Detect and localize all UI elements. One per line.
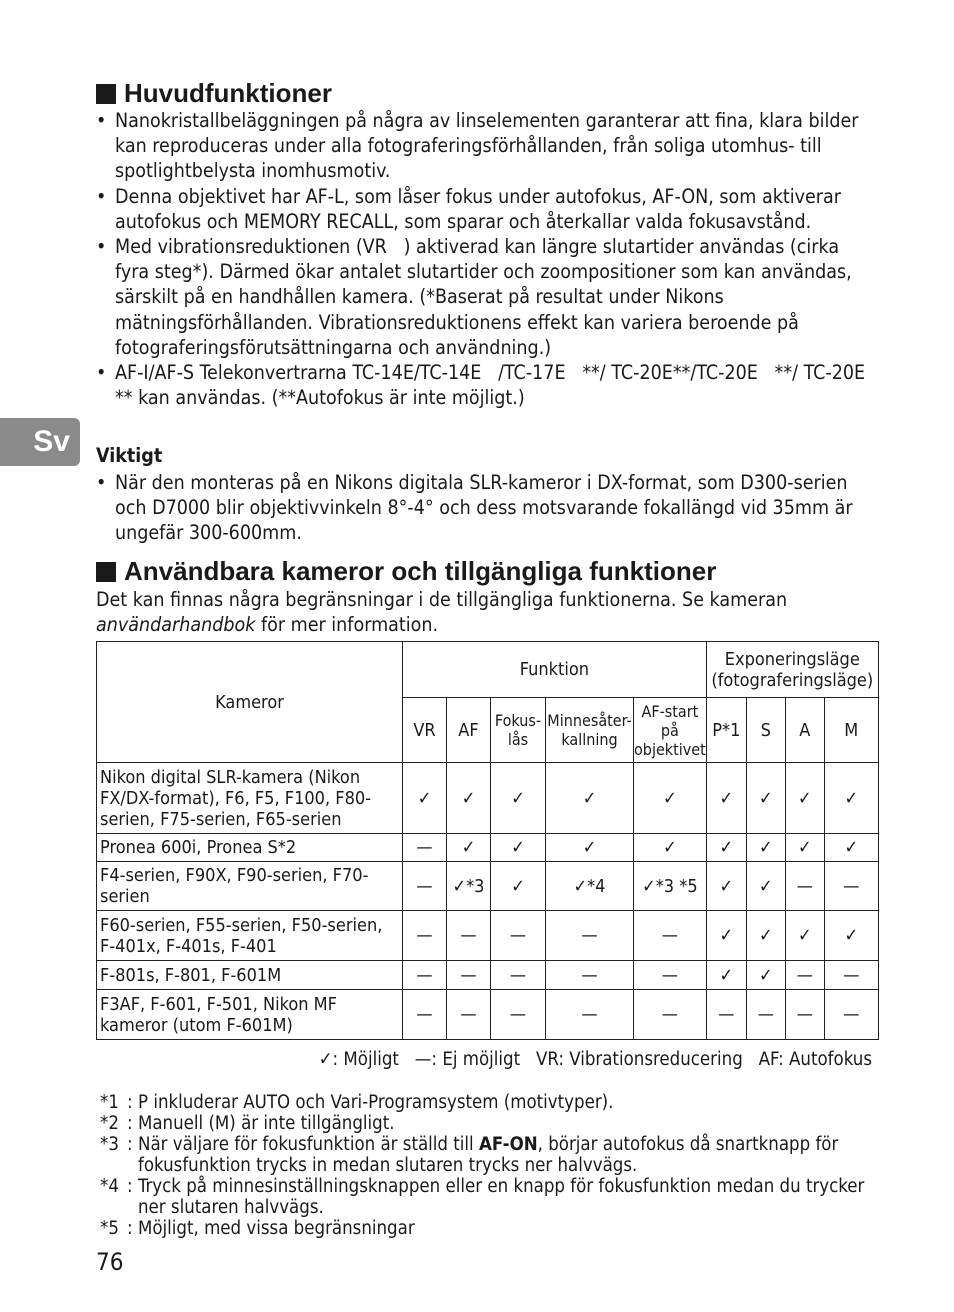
support-cell: ✓: [546, 834, 634, 862]
camera-cell: F-801s, F-801, F-601M: [97, 961, 403, 990]
support-cell: ✓: [491, 763, 546, 834]
support-cell: ✓: [447, 763, 491, 834]
table-row: [97, 763, 879, 834]
footnotes: [100, 1092, 870, 1239]
column-header: Fokus- lås: [491, 698, 546, 763]
support-cell: ✓: [634, 834, 707, 862]
list-item: • Nanokristallbeläggningen på några av linselementen garanterar att fina, klara bilder kan reproduceras under alla fotograferingsförhållanden, från soliga utomhus- till spotlightbelysta inomhusmotiv.: [96, 109, 859, 183]
support-cell: ✓: [706, 911, 746, 961]
column-header: S: [746, 698, 785, 763]
support-cell: ✓: [785, 763, 824, 834]
camera-cell: F4-serien, F90X, F90-serien, F70-serien: [97, 862, 403, 911]
list-item: • Med vibrationsreduktionen (VR ) aktiverad kan längre slutartider användas (cirka fyra steg*). Därmed ökar antalet slutartider och zoompositioner som kan användas, särskilt på en handhållen kamera. (*Baserat på resultat under Nikons mätningsförhållanden. Vibrationsreduktionens effekt kan variera beroende på fotograferingsförutsättningarna och användning.): [96, 235, 858, 359]
footnote-mark: *4: [100, 1176, 119, 1197]
support-cell: —: [403, 961, 447, 990]
footnote-text: Manuell (M) är inte tillgängligt.: [138, 1113, 395, 1134]
footnote-mark: *5: [100, 1218, 119, 1239]
footnote: *5 : Möjligt, med vissa begränsningar: [100, 1218, 415, 1239]
square-bullet-icon: [96, 84, 116, 104]
support-cell: ✓: [491, 862, 546, 911]
column-header: AF: [447, 698, 491, 763]
footnote: *1 : P inkluderar AUTO och Vari-Programsystem (motivtyper).: [100, 1092, 614, 1113]
support-cell: —: [403, 834, 447, 862]
support-cell: —: [403, 990, 447, 1040]
footnote-mark: *2: [100, 1113, 119, 1134]
support-cell: —: [447, 911, 491, 961]
column-header: AF-start på objektivet: [634, 698, 707, 763]
section-intro: [96, 587, 876, 637]
section-heading-cameras: [96, 556, 716, 587]
column-header: VR: [403, 698, 447, 763]
support-cell: ✓: [824, 911, 878, 961]
support-cell: —: [447, 961, 491, 990]
support-cell: ✓: [491, 834, 546, 862]
features-list: [96, 108, 882, 410]
footnote: *2 : Manuell (M) är inte tillgängligt.: [100, 1113, 395, 1134]
column-header: M: [824, 698, 878, 763]
support-cell: ✓: [746, 834, 785, 862]
support-cell: ✓: [706, 763, 746, 834]
support-cell: ✓: [824, 834, 878, 862]
support-cell: —: [785, 862, 824, 911]
support-cell: ✓: [785, 911, 824, 961]
column-header: Minnesåter- kallning: [546, 698, 634, 763]
support-cell: ✓: [403, 763, 447, 834]
list-item: • Denna objektivet har AF-L, som låser fokus under autofokus, AF-ON, som aktiverar autofokus och MEMORY RECALL, som sparar och återkallar valda fokusavstånd.: [96, 184, 841, 233]
support-cell: ✓: [706, 834, 746, 862]
support-cell: ✓: [546, 763, 634, 834]
support-cell: —: [824, 862, 878, 911]
support-cell: ✓*3: [447, 862, 491, 911]
important-heading: Viktigt: [96, 444, 163, 467]
column-header: P*1: [706, 698, 746, 763]
heading-text: Användbara kameror och tillgängliga funktioner: [124, 556, 717, 586]
item-text: När den monteras på en Nikons digitala SLR-kameror i DX-format, som D300-serien och D7000 blir objektivvinkeln 8°-4° och dess motsvarande fokallängd vid 35mm är ungefär 300-600mm.: [115, 471, 853, 545]
footnote-mark: *1: [100, 1092, 119, 1113]
table-row: [97, 990, 879, 1040]
support-cell: ✓: [447, 834, 491, 862]
list-item: • När den monteras på en Nikons digitala SLR-kameror i DX-format, som D300-serien och D7000 blir objektivvinkeln 8°-4° och dess motsvarande fokallängd vid 35mm är ungefär 300-600mm.: [96, 471, 853, 545]
heading-text: Huvudfunktioner: [124, 78, 332, 108]
function-header: Funktion: [403, 642, 707, 698]
footnote-text: [138, 1134, 870, 1176]
intro-text: Det kan finnas några begränsningar i de tillgängliga funktionerna. Se kameran: [96, 588, 788, 611]
footnote: *4 : Tryck på minnesinställningsknappen eller en knapp för fokusfunktion medan du trycker ner slutaren halvvägs.: [100, 1176, 870, 1218]
footnote-mark: *3: [100, 1134, 119, 1155]
item-text: Nanokristallbeläggningen på några av linselementen garanterar att fina, klara bilder kan reproduceras under alla fotograferingsförhållanden, från soliga utomhus- till spotlightbelysta inomhusmotiv.: [115, 109, 859, 183]
camera-cell: F3AF, F-601, F-501, Nikon MF kameror (utom F-601M): [97, 990, 403, 1040]
support-cell: ✓*4: [546, 862, 634, 911]
support-cell: ✓: [706, 862, 746, 911]
item-text: Denna objektivet har AF-L, som låser fokus under autofokus, AF-ON, som aktiverar autofokus och MEMORY RECALL, som sparar och återkallar valda fokusavstånd.: [115, 184, 841, 233]
important-list: [96, 470, 856, 546]
support-cell: ✓: [706, 961, 746, 990]
support-cell: ✓: [785, 834, 824, 862]
camera-cell: Pronea 600i, Pronea S*2: [97, 834, 403, 862]
item-text: AF-I/AF-S Telekonvertrarna TC-14E/TC-14E /TC-17E **/ TC-20E**/TC-20E **/ TC-20E ** kan användas. (**Autofokus är inte möjligt.): [115, 361, 882, 410]
language-tab: Sv: [0, 418, 80, 466]
compatibility-table: [96, 641, 879, 1040]
list-item: • AF-I/AF-S Telekonvertrarna TC-14E/TC-14E /TC-17E **/ TC-20E**/TC-20E **/ TC-20E ** kan användas. (**Autofokus är inte möjligt.): [96, 361, 882, 410]
support-cell: —: [546, 911, 634, 961]
support-cell: —: [546, 961, 634, 990]
support-cell: —: [785, 990, 824, 1040]
support-cell: ✓: [746, 862, 785, 911]
support-cell: —: [785, 961, 824, 990]
item-text: Med vibrationsreduktionen (VR ) aktiverad kan längre slutartider användas (cirka fyra steg*). Därmed ökar antalet slutartider och zoompositioner som kan användas, särskilt på en handhållen kamera. (*Baserat på resultat under Nikons mätningsförhållanden. Vibrationsreduktionens effekt kan variera beroende på fotograferingsförutsättningarna och användning.): [115, 235, 858, 359]
text: När väljare för fokusfunktion är ställd till: [138, 1134, 479, 1155]
support-cell: —: [403, 862, 447, 911]
text: , börjar autofokus då snartknapp för fokusfunktion trycks in medan slutaren trycks ner halvvägs.: [138, 1134, 839, 1176]
cameras-header: Kameror: [97, 642, 403, 763]
support-cell: —: [634, 990, 707, 1040]
table-row: [97, 961, 879, 990]
support-cell: —: [491, 911, 546, 961]
support-cell: ✓: [746, 911, 785, 961]
support-cell: ✓*3 *5: [634, 862, 707, 911]
table-row: [97, 862, 879, 911]
table-row: [97, 834, 879, 862]
support-cell: —: [824, 961, 878, 990]
square-bullet-icon: [96, 562, 116, 582]
table-row: [97, 911, 879, 961]
footnote-text: Tryck på minnesinställningsknappen eller en knapp för fokusfunktion medan du trycker ner slutaren halvvägs.: [138, 1176, 865, 1218]
footnote-text: P inkluderar AUTO och Vari-Programsystem (motivtyper).: [138, 1092, 614, 1113]
intro-text: för mer information.: [255, 613, 439, 636]
support-cell: —: [634, 961, 707, 990]
support-cell: —: [824, 990, 878, 1040]
support-cell: —: [403, 911, 447, 961]
support-cell: ✓: [746, 961, 785, 990]
manual-reference: användarhandbok: [96, 613, 256, 636]
support-cell: —: [491, 990, 546, 1040]
footnote: *3 : När väljare för fokusfunktion är ställd till AF-ON, börjar autofokus då snartknapp för fokusfunktion trycks in medan slutaren trycks ner halvvägs.: [100, 1134, 870, 1176]
support-cell: —: [706, 990, 746, 1040]
page-number: 76: [96, 1248, 124, 1276]
support-cell: —: [546, 990, 634, 1040]
column-header: A: [785, 698, 824, 763]
exposure-header: Exponeringsläge (fotograferingsläge): [706, 642, 878, 698]
support-cell: —: [447, 990, 491, 1040]
camera-cell: Nikon digital SLR-kamera (Nikon FX/DX-format), F6, F5, F100, F80-serien, F75-serien, F65-serien: [97, 763, 403, 834]
camera-cell: F60-serien, F55-serien, F50-serien, F-401x, F-401s, F-401: [97, 911, 403, 961]
support-cell: ✓: [634, 763, 707, 834]
af-on-label: AF-ON: [478, 1134, 538, 1155]
support-cell: —: [491, 961, 546, 990]
table-legend: ✓: Möjligt —: Ej möjligt VR: Vibrationsreducering AF: Autofokus: [318, 1049, 872, 1070]
support-cell: ✓: [746, 763, 785, 834]
support-cell: ✓: [824, 763, 878, 834]
section-heading-main-features: [96, 78, 332, 109]
support-cell: —: [634, 911, 707, 961]
footnote-text: Möjligt, med vissa begränsningar: [138, 1218, 415, 1239]
support-cell: —: [746, 990, 785, 1040]
